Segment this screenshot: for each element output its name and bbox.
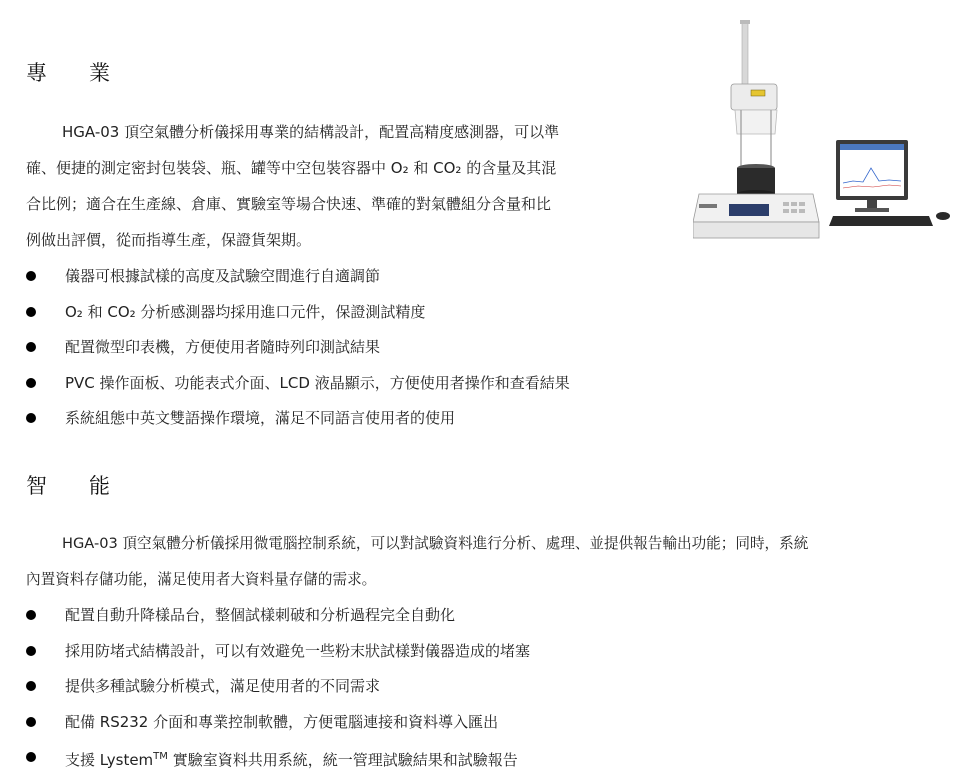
bullet-icon: [26, 646, 36, 656]
bullet-icon: [26, 271, 36, 281]
paragraph-line: HGA-03 頂空氣體分析儀採用微電腦控制系統，可以對試驗資料進行分析、處理、並提供報告輸出功能；同時，系統: [62, 535, 809, 552]
bullet-icon: [26, 610, 36, 620]
section-paragraph-intelligent: [26, 526, 956, 598]
paragraph-line: 合比例；適合在生產線、倉庫、實驗室等場合快速、準確的對氣體組分含量和比: [26, 195, 552, 213]
paragraph-line: 內置資料存儲功能，滿足使用者大資料量存儲的需求。: [26, 571, 377, 588]
bullet-icon: [26, 307, 36, 317]
bullet-icon: [26, 342, 36, 352]
bullet-icon: [26, 681, 36, 691]
product-image: [693, 18, 955, 250]
bullet-icon: [26, 413, 36, 423]
bullet-icon: [26, 717, 36, 727]
bullet-icon: [26, 378, 36, 388]
paragraph-line: HGA-03 頂空氣體分析儀採用專業的結構設計，配置高精度感測器，可以準: [62, 123, 560, 141]
section-heading-professional: 專 業: [26, 61, 110, 85]
paragraph-line: 例做出評價，從而指導生產，保證貨架期。: [26, 231, 312, 249]
bullet-icon: [26, 752, 36, 762]
section-heading-intelligent: 智 能: [26, 474, 110, 498]
paragraph-line: 確、便捷的測定密封包裝袋、瓶、罐等中空包裝容器中 O₂ 和 CO₂ 的含量及其混: [26, 159, 557, 177]
section-paragraph-professional: [26, 114, 666, 258]
